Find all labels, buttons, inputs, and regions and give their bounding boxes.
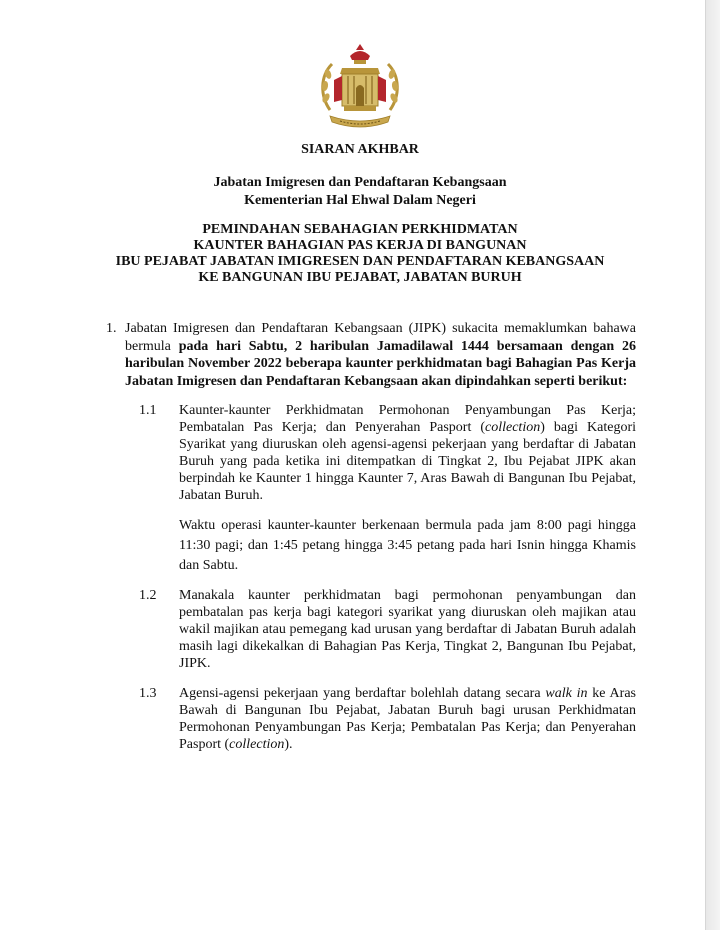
department-name: Jabatan Imigresen dan Pendaftaran Kebangsaan: [213, 175, 507, 190]
item-number: 1.2: [139, 588, 157, 603]
paragraph-number: 1.: [106, 321, 117, 336]
item-1-1: 1.1 Kaunter-kaunter Perkhidmatan Permohonan Penyambungan Pas Kerja; Pembatalan Pas Kerja; dan Penyerahan Pasport (collection) bagi Kategori Syarikat yang diuruskan oleh agensi-agensi pekerjaan yang berdaftar di Jabatan Buruh yang pada ketika ini ditempatkan di Tingkat 2, Ibu Pejabat JIPK akan berpindah ke Kaunter 1 hingga Kaunter 7, Aras Bawah di Bangunan Ibu Pejabat, Jabatan Buruh.: [139, 403, 636, 503]
item-1-2: 1.2 Manakala kaunter perkhidmatan bagi permohonan penyambungan dan pembatalan pas kerja bagi kategori syarikat yang diuruskan oleh majikan atau wakil majikan atau pemegang kad urusan yang berdaftar di Jabatan Buruh adalah masih lagi dikekalkan di Bahagian Pas Kerja, Tingkat 2, Bangunan Ibu Pejabat, JIPK.: [139, 588, 636, 671]
department-block: [0, 174, 720, 210]
paragraph-1: 1. Jabatan Imigresen dan Pendaftaran Kebangsaan (JIPK) sukacita memaklumkan bahawa bermula pada hari Sabtu, 2 haribulan Jamadilawal 1444 bersamaan dengan 26 haribulan November 2022 beberapa kaunter perkhidmatan bagi Bahagian Pas Kerja Jabatan Imigresen dan Pendaftaran Kebangsaan akan dipindahkan seperti berikut:: [106, 321, 637, 389]
operating-hours: Waktu operasi kaunter-kaunter berkenaan bermula pada jam 8:00 pagi hingga 11:30 pagi; dan 1:45 petang hingga 3:45 petang pada hari Isnin hingga Khamis dan Sabtu.: [179, 518, 636, 573]
item-1-3: 1.3 Agensi-agensi pekerjaan yang berdaftar bolehlah datang secara walk in ke Aras Bawah di Bangunan Ibu Pejabat, Jabatan Buruh bagi urusan Perkhidmatan Permohonan Penyambungan Pas Kerja; Pembatalan Pas Kerja; dan Penyerahan Pasport (collection).: [139, 686, 636, 752]
page-edge: [705, 0, 720, 930]
brunei-crest-icon: [312, 40, 408, 136]
item-number: 1.3: [139, 686, 157, 701]
ministry-name: Kementerian Hal Ehwal Dalam Negeri: [244, 193, 476, 208]
document-title: SIARAN AKHBAR: [301, 142, 419, 157]
item-number: 1.1: [139, 403, 157, 418]
subject-heading: PEMINDAHAN SEBAHAGIAN PERKHIDMATAN KAUNTER BAHAGIAN PAS KERJA DI BANGUNAN IBU PEJABAT JABATAN IMIGRESEN DAN PENDAFTARAN KEBANGSAAN KE BANGUNAN IBU PEJABAT, JABATAN BURUH: [115, 222, 605, 285]
